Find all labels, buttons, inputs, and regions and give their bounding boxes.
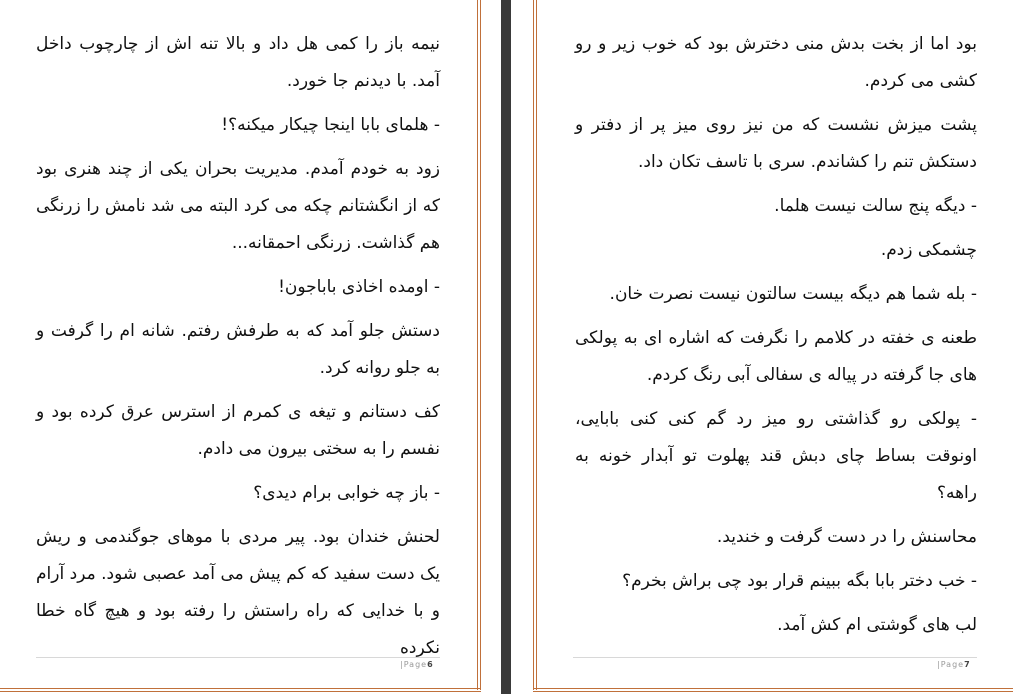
page-number: 7 — [964, 660, 971, 669]
paragraph: - خب دختر بابا بگه ببینم قرار بود چی براش بخرم؟ — [622, 571, 977, 591]
paragraph: - هلمای بابا اینجا چیکار میکنه؟! — [221, 115, 440, 135]
page-6 — [0, 0, 501, 694]
paragraph: - بله شما هم دیگه بیست سالتون نیست نصرت خان. — [609, 284, 977, 304]
footer-rule — [36, 657, 440, 658]
paragraph: زود به خودم آمدم. مدیریت بحران یکی از چند هنری بود که از انگشتانم چکه می کرد البته می شد نامش را زرنگی هم گذاشت. زرنگی احمقانه... — [36, 159, 440, 253]
page-footer-label: |Page — [937, 660, 965, 669]
paragraph: - اومده اخاذی باباجون! — [278, 277, 440, 297]
page-border-left — [533, 0, 537, 690]
paragraph: طعنه ی خفته در کلامم را نگرفت که اشاره ای به پولکی های جا گرفته در پیاله ی سفالی آبی رنگ کردم. — [575, 328, 977, 385]
paragraph: چشمکی زدم. — [880, 240, 977, 260]
paragraph: کف دستانم و تیغه ی کمرم از استرس عرق کرده بود و نفسم را به سختی بیرون می دادم. — [36, 402, 440, 459]
paragraph: بود اما از بخت بدش منی دخترش بود که خوب زیر و رو کشی می کردم. — [575, 34, 977, 91]
page-gutter — [501, 0, 511, 694]
page-body — [575, 26, 977, 651]
paragraph: دستش جلو آمد که به طرفش رفتم. شانه ام را گرفت و به جلو روانه کرد. — [36, 321, 440, 378]
page-footer — [400, 660, 434, 669]
page-border-bottom — [533, 688, 1013, 692]
footer-rule — [573, 657, 977, 658]
page-number: 6 — [427, 660, 434, 669]
paragraph: لحنش خندان بود. پیر مردی با موهای جوگندمی و ریش یک دست سفید که کم پیش می آمد عصبی شود. مرد آرام و با خدایی که راه راستش را رفته بود و هیچ گاه خطا نکرده — [36, 527, 440, 658]
page-footer — [937, 660, 971, 669]
page-7 — [511, 0, 1013, 694]
paragraph: - دیگه پنج سالت نیست هلما. — [774, 196, 977, 216]
paragraph: - باز چه خوابی برام دیدی؟ — [253, 483, 440, 503]
paragraph: لب های گوشتی ام کش آمد. — [777, 615, 977, 635]
page-border-bottom — [0, 688, 481, 692]
page-body — [36, 26, 440, 674]
paragraph: - پولکی رو گذاشتی رو میز رد گم کنی کنی بابایی، اونوقت بساط چای دبش قند پهلوت تو آبدار خونه به راهه؟ — [575, 409, 977, 503]
page-footer-label: |Page — [400, 660, 428, 669]
paragraph: محاسنش را در دست گرفت و خندید. — [716, 527, 977, 547]
page-border-right — [477, 0, 481, 690]
paragraph: پشت میزش نشست که من نیز روی میز پر از دفتر و دستکش تنم را کشاندم. سری با تاسف تکان داد. — [575, 115, 977, 172]
paragraph: نیمه باز را کمی هل داد و بالا تنه اش از چارچوب داخل آمد. با دیدنم جا خورد. — [36, 34, 440, 91]
